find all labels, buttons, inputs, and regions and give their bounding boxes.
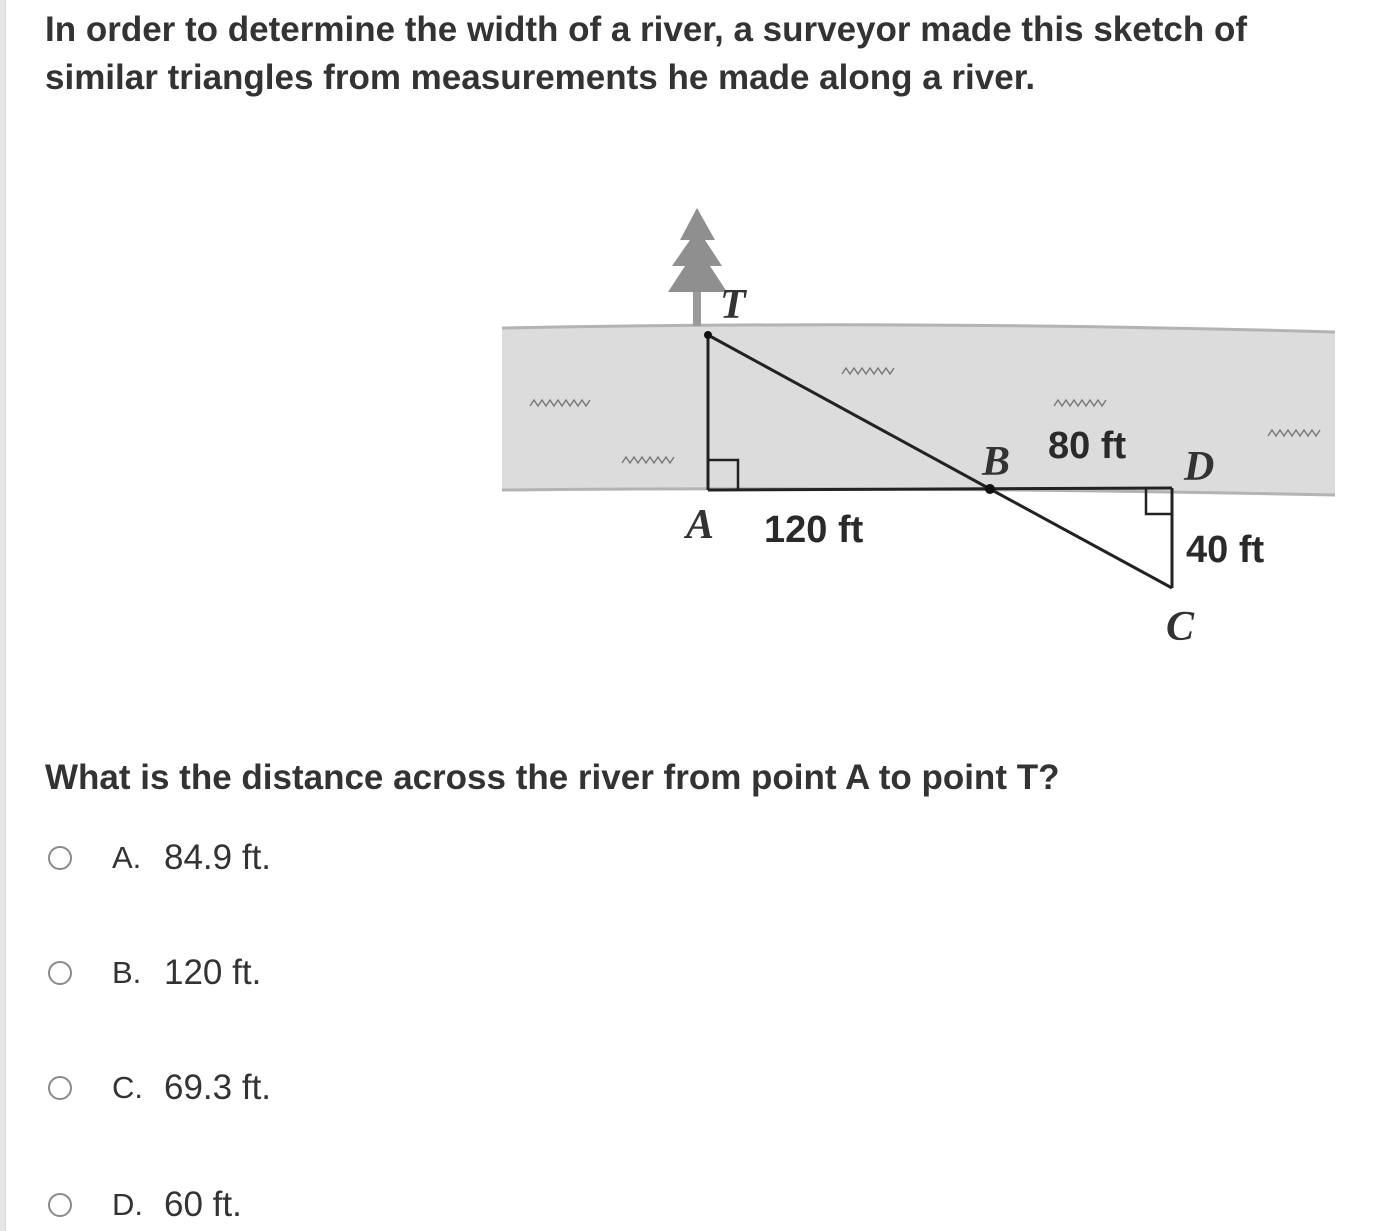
measurement-dc: 40 ft xyxy=(1186,529,1265,571)
choice-letter: D. xyxy=(112,1187,143,1222)
line-ad xyxy=(708,488,1172,490)
label-t: T xyxy=(720,282,746,328)
choice-letter: C. xyxy=(112,1070,143,1105)
choice-d[interactable] xyxy=(45,1183,242,1227)
choice-b[interactable] xyxy=(45,951,261,995)
label-a: A xyxy=(686,502,715,548)
choice-c[interactable] xyxy=(45,1066,271,1110)
river-diagram-svg xyxy=(490,200,1350,660)
label-c: C xyxy=(1166,604,1195,650)
choice-letter: B. xyxy=(112,955,142,990)
question-text: In order to determine the width of a river, a surveyor made this sketch of similar triangles from measurements he made along a river. xyxy=(45,10,1247,97)
label-b: B xyxy=(982,439,1011,485)
tree-icon xyxy=(668,208,727,326)
point-b xyxy=(985,484,995,494)
point-t xyxy=(704,331,712,339)
choice-text: 120 ft. xyxy=(164,953,262,992)
measurement-ab: 120 ft xyxy=(764,509,864,551)
question-prompt: What is the distance across the river from point A to point T? xyxy=(45,758,1060,797)
choice-a[interactable] xyxy=(45,836,271,880)
label-d: D xyxy=(1184,444,1215,490)
choice-text: 84.9 ft. xyxy=(164,838,272,877)
radio-button[interactable] xyxy=(48,1193,72,1217)
radio-button[interactable] xyxy=(48,961,72,985)
choice-text: 69.3 ft. xyxy=(164,1068,272,1107)
radio-button[interactable] xyxy=(48,846,72,870)
choice-text: 60 ft. xyxy=(164,1185,242,1224)
radio-button[interactable] xyxy=(48,1076,72,1100)
choice-letter: A. xyxy=(112,840,142,875)
left-border xyxy=(0,0,6,1231)
river-diagram xyxy=(490,200,1350,660)
measurement-bd: 80 ft xyxy=(1048,425,1127,467)
line-bc xyxy=(990,489,1172,588)
